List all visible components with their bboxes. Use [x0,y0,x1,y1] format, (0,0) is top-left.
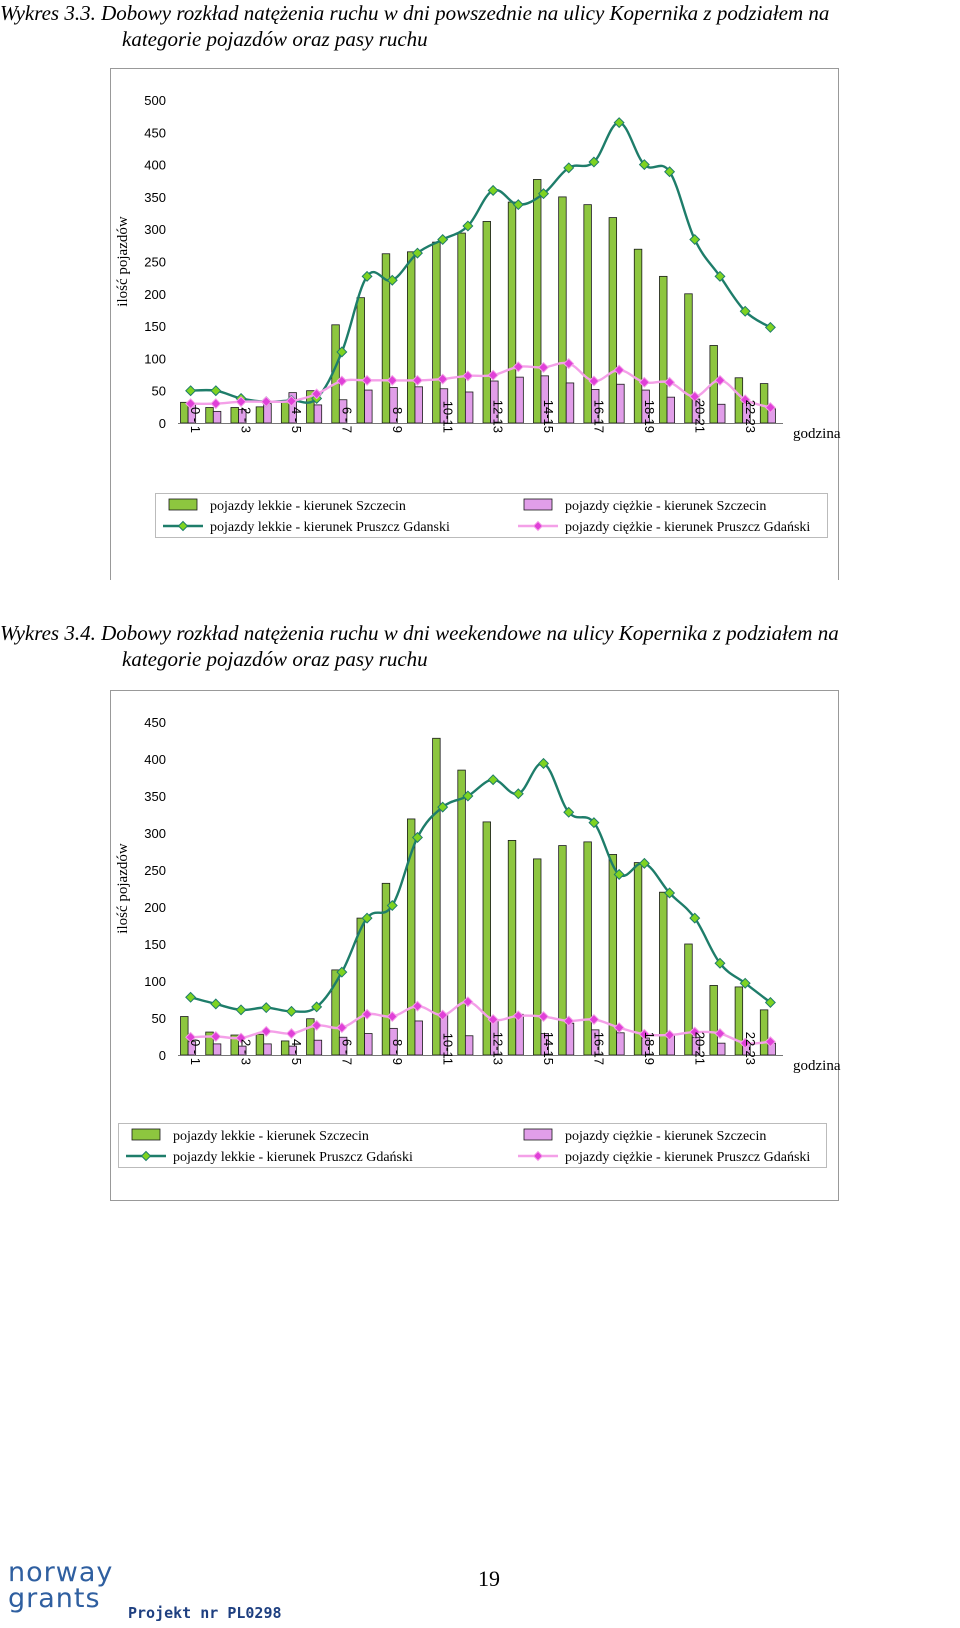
legend-label: pojazdy lekkie - kierunek Pruszcz Gdański [173,1150,413,1165]
x-tick-label: 0 - 1 [188,406,204,433]
legend-label: pojazdy lekkie - kierunek Pruszcz Gdanski [210,520,450,535]
y-tick-label: 400 [144,157,166,173]
bar [465,392,473,423]
bar [559,846,567,1055]
x-tick-label: 6 - 7 [339,1038,355,1065]
chart-2-caption-line1: Wykres 3.4. Dobowy rozkład natężenia ruchu w dni weekendowe na ulicy Kopernika z podziałem na [0,621,839,645]
bar [357,298,365,423]
norway-grants-logo [8,1557,308,1626]
bar [231,407,239,423]
x-tick-label: 6 - 7 [339,406,355,433]
x-tick-label: 22-23 [742,1031,758,1065]
x-tick-label: 20-21 [692,399,708,433]
bar [433,738,441,1055]
y-axis-label: ilość pojazdów [115,216,131,307]
y-tick-label: 250 [144,863,166,878]
bar [314,1040,322,1055]
legend-label: pojazdy lekkie - kierunek Szczecin [210,499,406,514]
bar [685,944,693,1055]
legend-swatch [169,499,197,510]
legend [119,1124,827,1168]
legend-label: pojazdy ciężkie - kierunek Szczecin [565,1129,767,1144]
bar [415,387,423,423]
bar [465,1036,473,1055]
y-tick-label: 300 [144,222,166,238]
x-tick-label: 8 - 9 [389,406,405,433]
bar [533,859,541,1055]
y-tick-label: 100 [144,974,166,989]
project-number: Projekt nr PL0298 [128,1604,282,1622]
bar [659,892,667,1055]
bar [415,1021,423,1055]
x-tick-label: 0 - 1 [188,1038,204,1065]
x-tick-label: 12-13 [490,1031,506,1065]
bar [407,252,415,423]
logo-text: norway grants [8,1557,114,1614]
bar [314,405,322,423]
bar [256,407,264,423]
bar [559,197,567,423]
y-tick-label: 350 [144,189,166,205]
bar [533,179,541,423]
bar [508,840,516,1055]
bar [760,1010,768,1055]
x-tick-label: 18-19 [641,1031,657,1065]
y-tick-label: 0 [158,1048,166,1063]
bar [566,1023,574,1055]
bar [458,770,466,1055]
bar [516,377,524,423]
bar [365,1034,373,1055]
chart-2-caption [0,620,950,672]
bar [685,294,693,423]
legend-label: pojazdy lekkie - kierunek Szczecin [173,1129,369,1144]
chart-1-caption [0,0,950,52]
bar [281,402,289,423]
y-tick-label: 450 [144,715,166,730]
bar [256,1034,264,1055]
bar [584,842,592,1055]
bar [213,411,221,423]
y-tick-label: 50 [151,383,166,399]
x-tick-label: 2 - 3 [238,1038,254,1065]
y-tick-label: 200 [144,900,166,915]
y-tick-label: 0 [158,416,166,431]
bar [659,276,667,423]
x-axis-label: godzina [793,426,841,442]
x-tick-label: 14-15 [541,399,557,433]
bar [717,404,725,423]
y-tick-label: 250 [144,254,166,270]
bar [566,383,574,423]
chart-1-caption-line2: kategorie pojazdów oraz pasy ruchu [122,27,428,51]
bar [617,1033,625,1055]
x-tick-label: 20-21 [692,1031,708,1065]
y-tick-label: 400 [144,752,166,767]
x-tick-label: 10-11 [440,400,456,433]
y-tick-label: 150 [144,937,166,952]
legend-swatch [132,1129,160,1140]
x-axis-label: godzina [793,1058,841,1074]
bar [617,384,625,423]
y-tick-label: 50 [151,1011,166,1026]
bar [634,249,642,423]
chart-1-caption-line1: Wykres 3.3. Dobowy rozkład natężenia ruchu w dni powszednie na ulicy Kopernika z podziałem na [0,1,830,25]
y-tick-label: 200 [144,286,166,302]
legend-label: pojazdy ciężkie - kierunek Pruszcz Gdański [565,520,811,535]
x-tick-label: 10-11 [440,1032,456,1065]
x-tick-label: 18-19 [641,399,657,433]
bar [634,863,642,1055]
bar [710,985,718,1055]
bar [264,1044,272,1055]
x-tick-label: 4 - 5 [289,406,304,433]
y-tick-label: 100 [144,351,166,367]
bar [264,404,272,423]
bar [206,407,214,423]
bar [760,384,768,423]
bar [483,221,491,423]
x-tick-label: 16-17 [591,399,607,433]
bar [213,1044,221,1055]
bar [281,1041,289,1055]
y-axis-label: ilość pojazdów [115,843,131,934]
x-tick-label: 22-23 [742,399,758,433]
legend-label: pojazdy ciężkie - kierunek Szczecin [565,499,767,514]
bar [357,918,365,1055]
x-tick-label: 4 - 5 [289,1038,304,1065]
y-tick-label: 350 [144,789,166,804]
bar [609,218,617,423]
chart-weekend [0,682,960,1202]
legend-swatch [524,499,552,510]
bar [717,1043,725,1055]
chart-2-caption-line2: kategorie pojazdów oraz pasy ruchu [122,647,428,671]
y-tick-label: 150 [144,319,166,335]
x-tick-label: 8 - 9 [389,1038,405,1065]
y-tick-label: 450 [144,125,166,141]
chart-weekday [0,60,960,580]
y-tick-label: 300 [144,826,166,841]
x-tick-label: 14-15 [541,1031,557,1065]
x-tick-label: 16-17 [591,1031,607,1065]
y-tick-label: 500 [144,93,166,108]
legend-label: pojazdy ciężkie - kierunek Pruszcz Gdański [565,1150,811,1165]
x-tick-label: 2 - 3 [238,406,254,433]
bar [516,1014,524,1055]
legend-swatch [524,1129,552,1140]
page-number: 19 [478,1566,500,1591]
bar [584,205,592,423]
bar [508,202,516,423]
bar [433,242,441,423]
legend [156,494,828,538]
bar [365,390,373,423]
x-tick-label: 12-13 [490,399,506,434]
bar [667,397,675,423]
bar [458,233,466,423]
